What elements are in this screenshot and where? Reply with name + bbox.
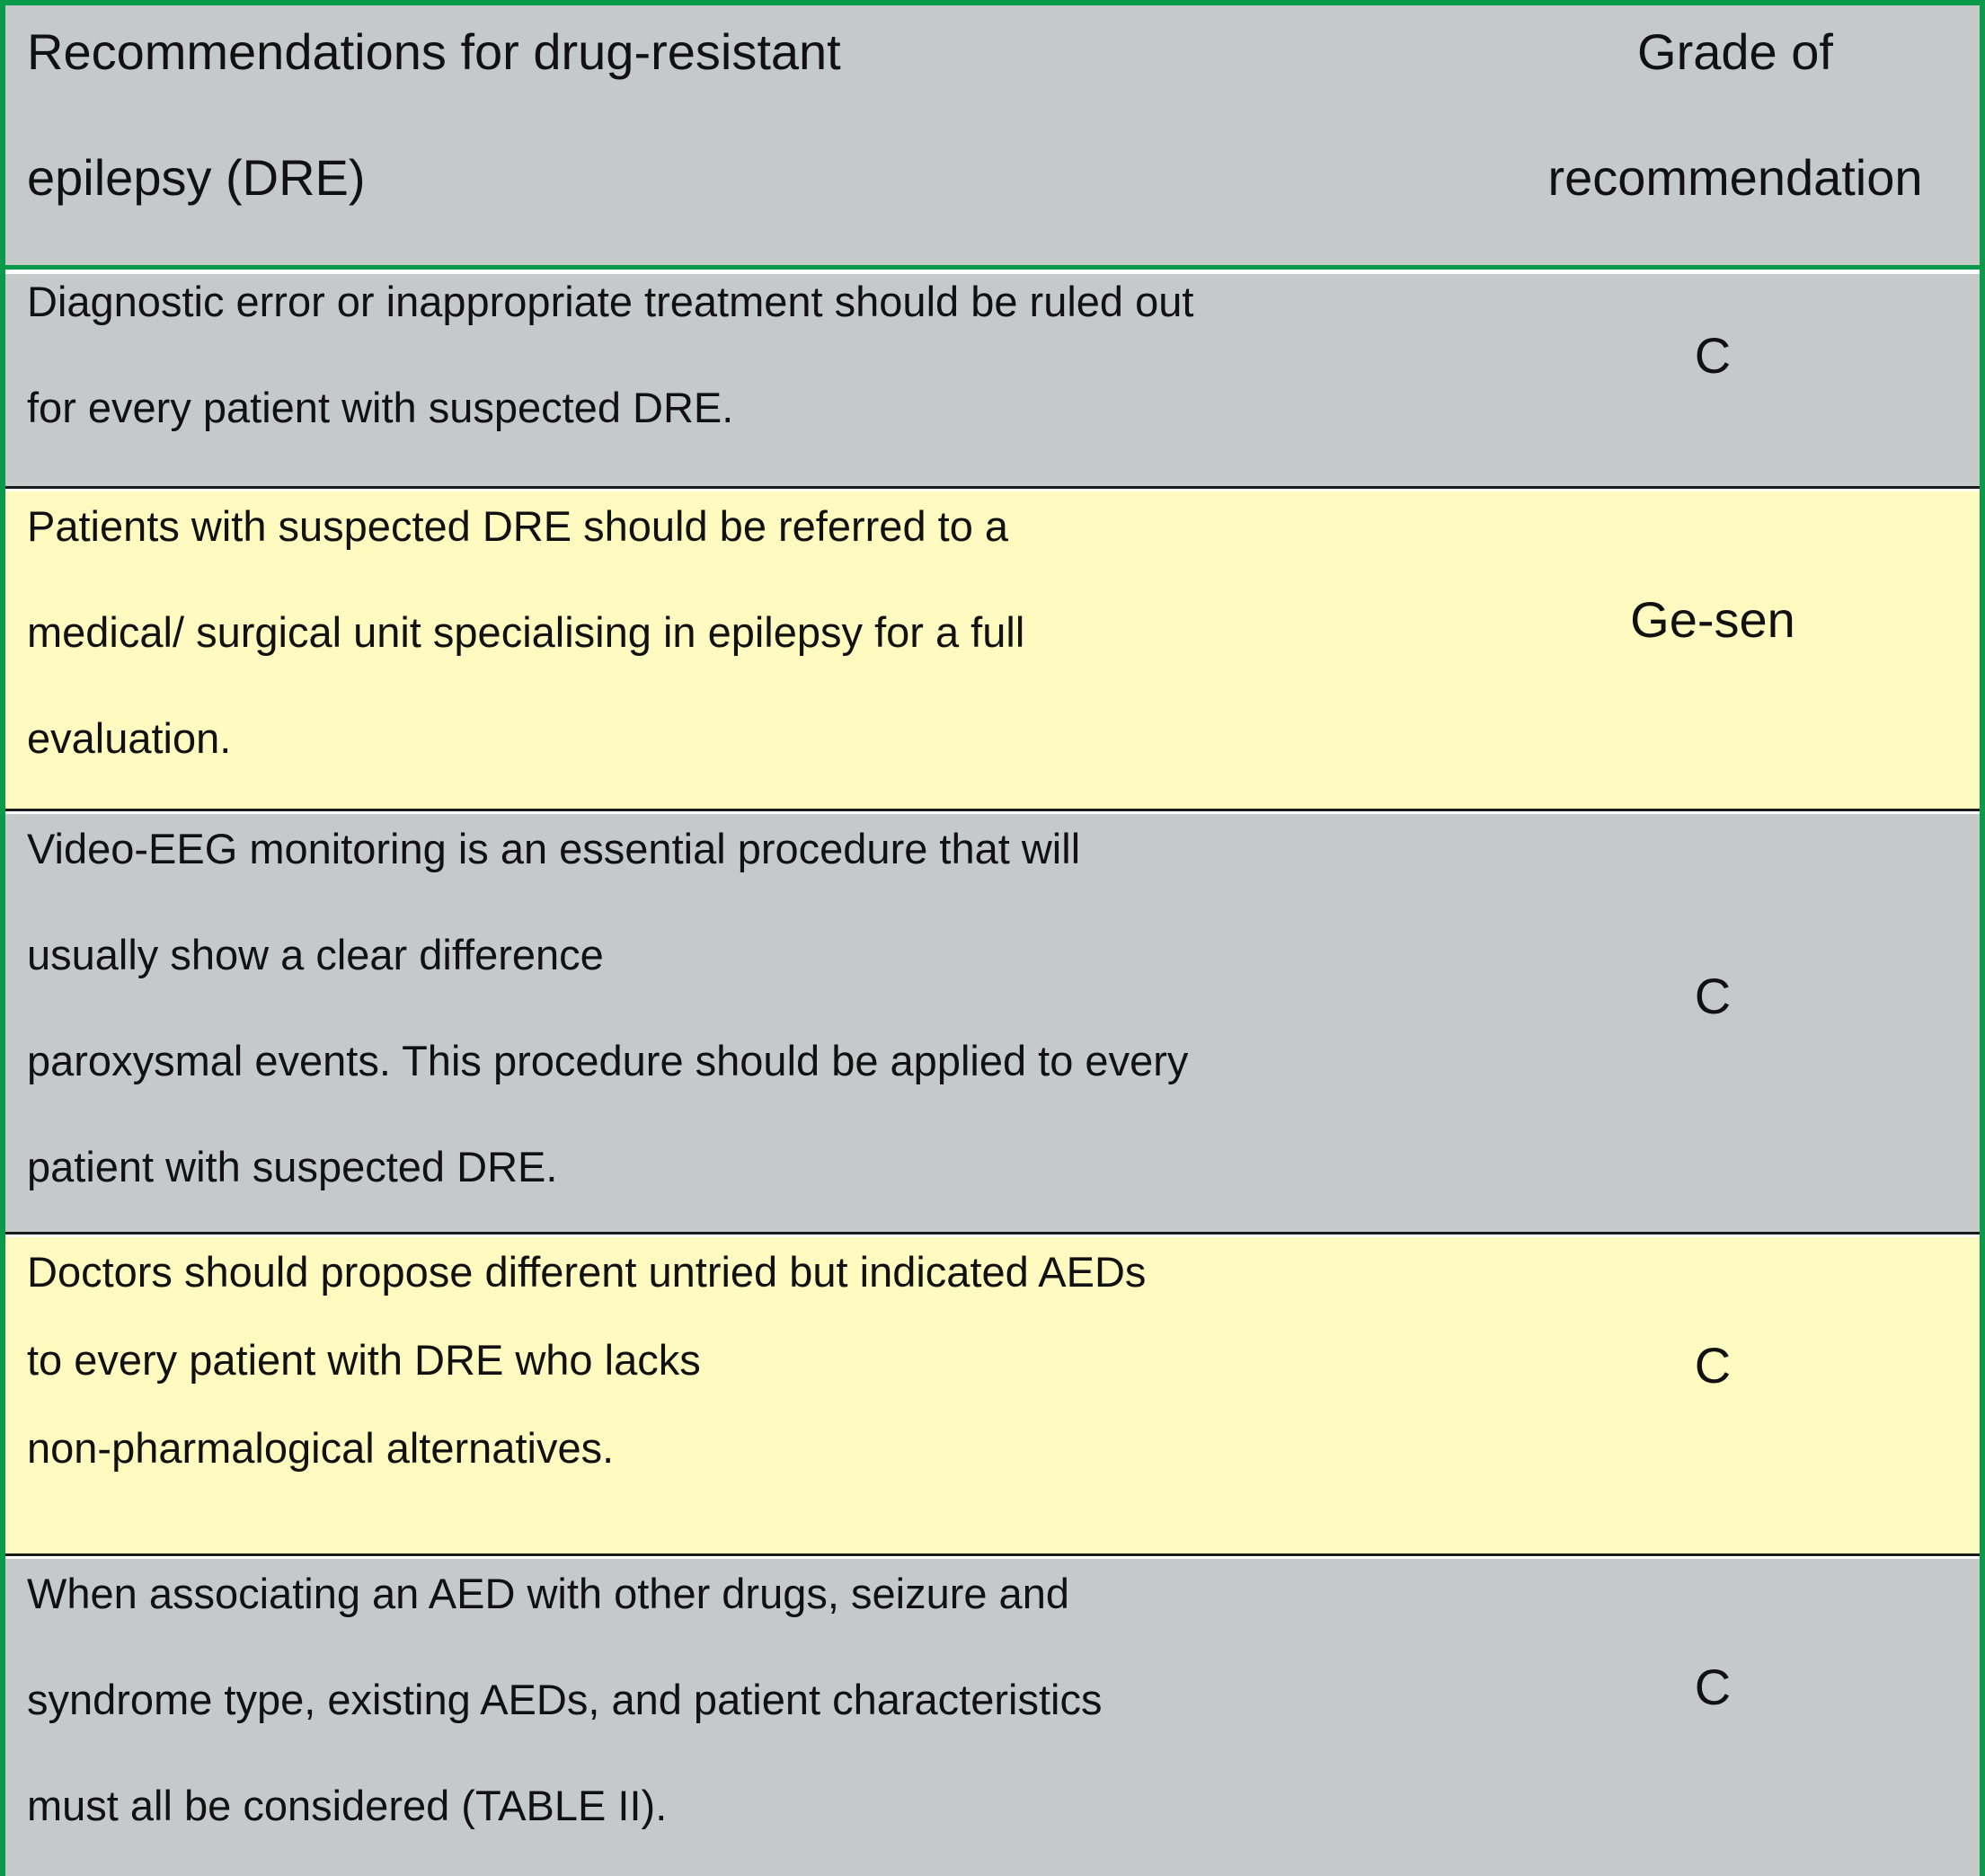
table-row: [5, 814, 1980, 1234]
table-row: [5, 491, 1980, 811]
header-grade: Grade of recommendation: [1547, 23, 1923, 206]
recommendation-text: Doctors should propose different untried but indicated AEDs to every patient with DRE who lacks non-pharmalogical alternatives.: [27, 1248, 1147, 1472]
header-recommendation: Recommendations for drug-resistant epilepsy (DRE): [27, 23, 841, 206]
table-row: [5, 1559, 1980, 1876]
grade-value: Ge-sen: [1630, 591, 1795, 648]
grade-value: C: [1694, 1659, 1732, 1715]
recommendation-text: Video-EEG monitoring is an essential procedure that will usually show a clear difference paroxysmal events. This procedure should be applied to every patient with suspected DRE.: [27, 825, 1189, 1190]
grade-value: C: [1694, 327, 1732, 384]
grade-value: C: [1694, 968, 1732, 1024]
table-row: [5, 274, 1980, 489]
recommendation-text: Patients with suspected DRE should be referred to a medical/ surgical unit specialising in epilepsy for a full evaluation.: [27, 502, 1025, 762]
table-header-row: [5, 5, 1980, 270]
recommendation-text: When associating an AED with other drugs, seizure and syndrome type, existing AEDs, and patient characteristics must all be considered (TABLE II).: [27, 1570, 1103, 1829]
table-row: [5, 1237, 1980, 1556]
recommendation-text: Diagnostic error or inappropriate treatment should be ruled out for every patient with suspected DRE.: [27, 278, 1194, 431]
grade-value: C: [1694, 1337, 1732, 1394]
